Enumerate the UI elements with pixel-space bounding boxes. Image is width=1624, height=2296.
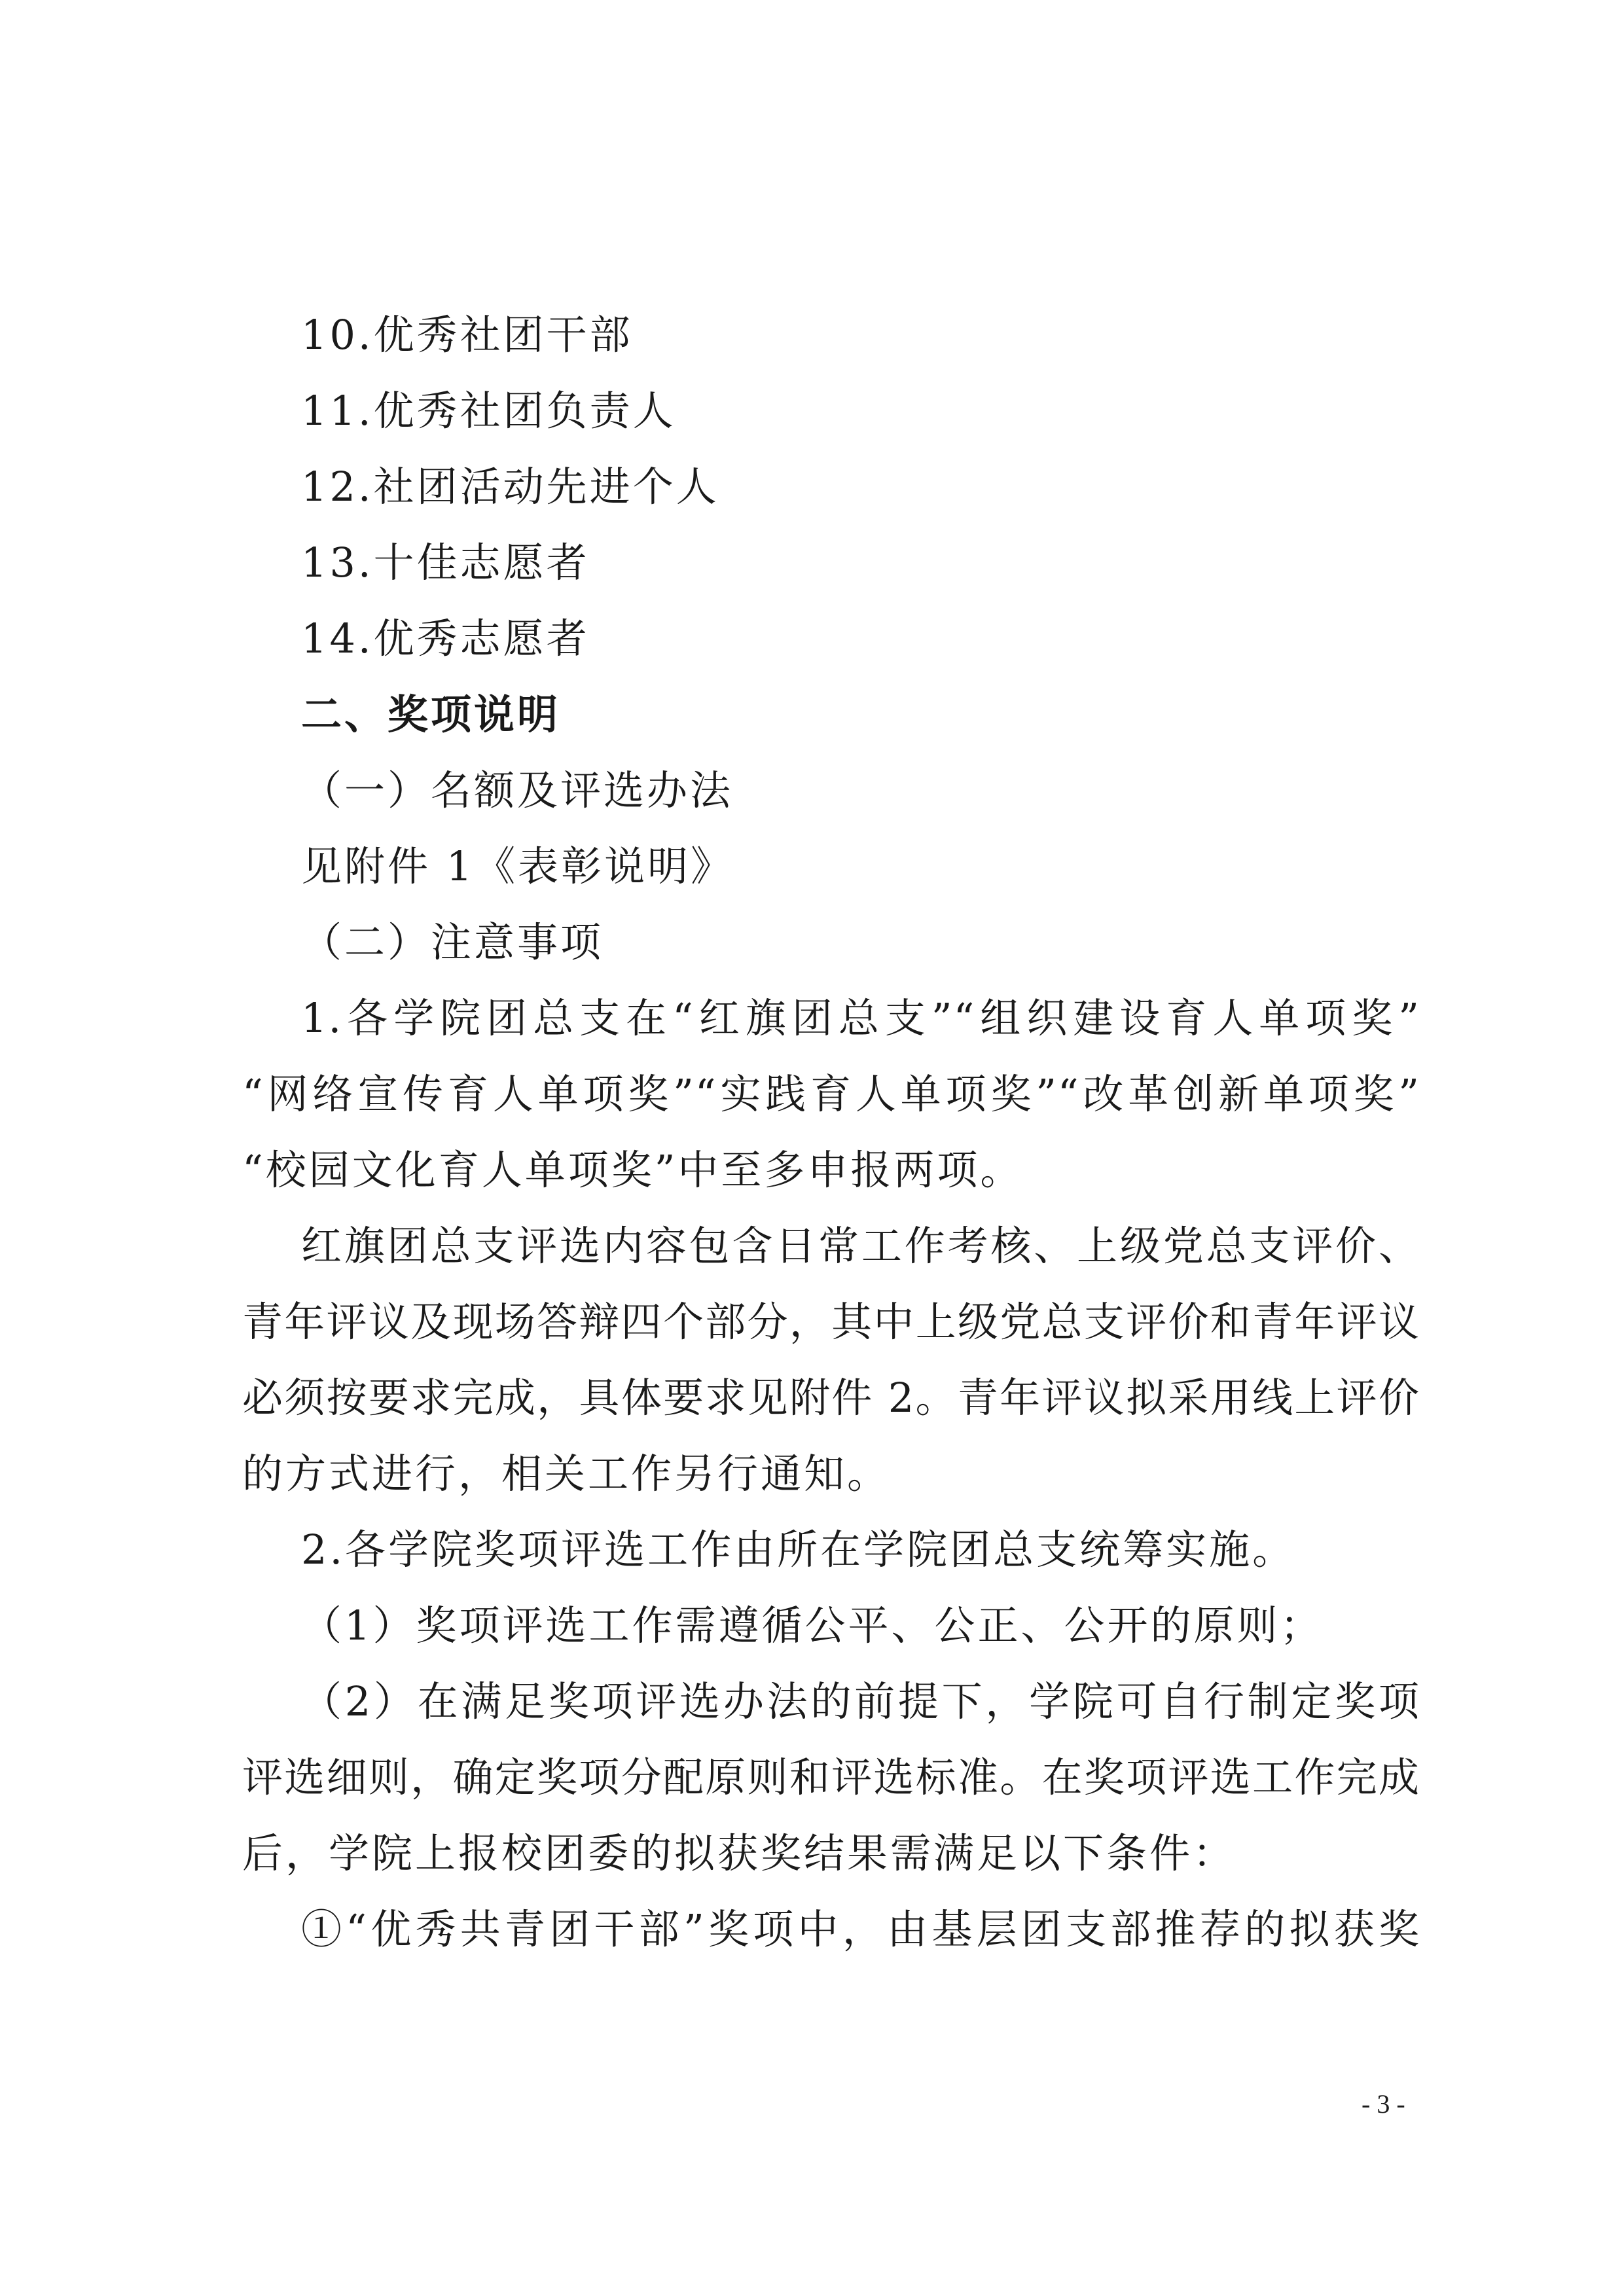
paragraph-line: “校园文化育人单项奖”中至多申报两项。 <box>242 1146 1024 1194</box>
paragraph-line: （1）奖项评选工作需遵循公平、公正、公开的原则； <box>301 1602 1324 1649</box>
paragraph-line: 青年评议及现场答辩四个部分，其中上级党总支评价和青年评议 <box>242 1298 1420 1346</box>
paragraph-line: 评选细则，确定奖项分配原则和评选标准。在奖项评选工作完成 <box>242 1753 1420 1801</box>
paragraph-line: （2）在满足奖项评选办法的前提下，学院可自行制定奖项 <box>301 1677 1420 1725</box>
list-item-13: 13.十佳志愿者 <box>301 539 590 586</box>
list-item-12: 12.社团活动先进个人 <box>301 463 719 511</box>
paragraph-line: 的方式进行，相关工作另行通知。 <box>242 1450 891 1498</box>
paragraph-line: ①“优秀共青团干部”奖项中，由基层团支部推荐的拟获奖 <box>301 1905 1420 1953</box>
paragraph-line: 1.各学院团总支在“红旗团总支”“组织建设育人单项奖” <box>301 994 1420 1042</box>
paragraph-line: 红旗团总支评选内容包含日常工作考核、上级党总支评价、 <box>301 1222 1420 1270</box>
page-number: - 3 - <box>1362 2089 1405 2119</box>
subsection-heading-2: （二）注意事项 <box>301 918 604 966</box>
paragraph-line: 2.各学院奖项评选工作由所在学院团总支统筹实施。 <box>301 1526 1296 1573</box>
paragraph-line: 见附件 1《表彰说明》 <box>301 842 734 890</box>
subsection-heading-1: （一）名额及评选办法 <box>301 766 734 814</box>
paragraph-line: “网络宣传育人单项奖”“实践育人单项奖”“改革创新单项奖” <box>242 1070 1420 1118</box>
section-heading: 二、奖项说明 <box>301 691 561 738</box>
paragraph-line: 必须按要求完成，具体要求见附件 2。青年评议拟采用线上评价 <box>242 1374 1420 1422</box>
list-item-10: 10.优秀社团干部 <box>301 311 633 359</box>
list-item-11: 11.优秀社团负责人 <box>301 387 676 435</box>
paragraph-line: 后，学院上报校团委的拟获奖结果需满足以下条件： <box>242 1829 1236 1877</box>
list-item-14: 14.优秀志愿者 <box>301 615 590 662</box>
